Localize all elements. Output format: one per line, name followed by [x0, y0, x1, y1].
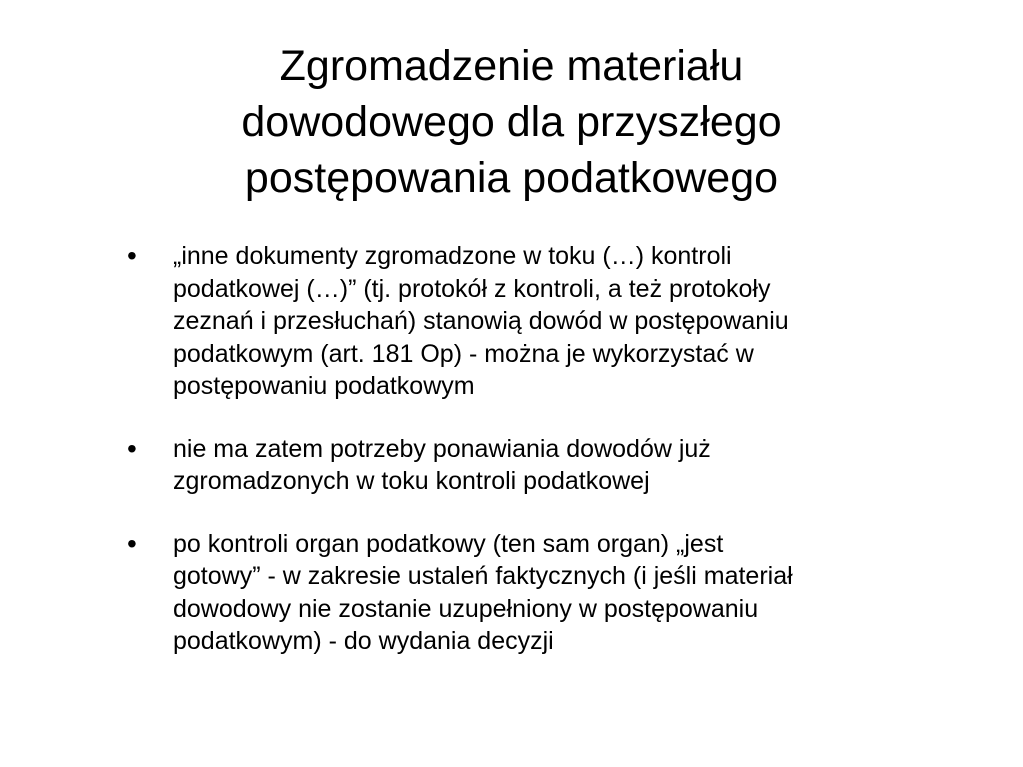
bullet-item	[127, 528, 957, 658]
bullet-text-line: dowodowy nie zostanie uzupełniony w postępowaniu	[173, 594, 759, 623]
bullet-dot-icon: •	[127, 240, 137, 271]
bullet-text-line: zeznań i przesłuchań) stanowią dowód w postępowaniu	[173, 307, 789, 335]
bullet-text-line: podatkowym (art. 181 Op) - można je wykorzystać w	[173, 339, 754, 368]
title-line: Zgromadzenie materiału	[279, 42, 744, 90]
bullet-text-line: postępowaniu podatkowym	[173, 372, 475, 400]
bullet-list	[127, 240, 957, 690]
title-line: dowodowego dla przyszłego	[241, 98, 782, 146]
bullet-text-line: po kontroli organ podatkowy (ten sam organ) „jest	[173, 529, 724, 558]
bullet-text-line: zgromadzonych w toku kontroli podatkowej	[173, 467, 650, 495]
bullet-dot-icon: •	[127, 527, 137, 559]
bullet-text-line: gotowy” - w zakresie ustaleń faktycznych (i jeśli materiał	[173, 562, 793, 590]
slide-title	[140, 38, 883, 206]
bullet-text-line: „inne dokumenty zgromadzone w toku (…) kontroli	[173, 242, 732, 270]
bullet-text-line: podatkowej (…)” (tj. protokół z kontroli, a też protokoły	[173, 274, 771, 303]
title-line: postępowania podatkowego	[244, 154, 779, 202]
bullet-dot-icon: •	[127, 432, 137, 464]
bullet-text-line: nie ma zatem potrzeby ponawiania dowodów już	[173, 434, 711, 463]
bullet-item	[127, 240, 957, 403]
bullet-item	[127, 433, 957, 498]
bullet-text-line: podatkowym) - do wydania decyzji	[173, 627, 554, 655]
